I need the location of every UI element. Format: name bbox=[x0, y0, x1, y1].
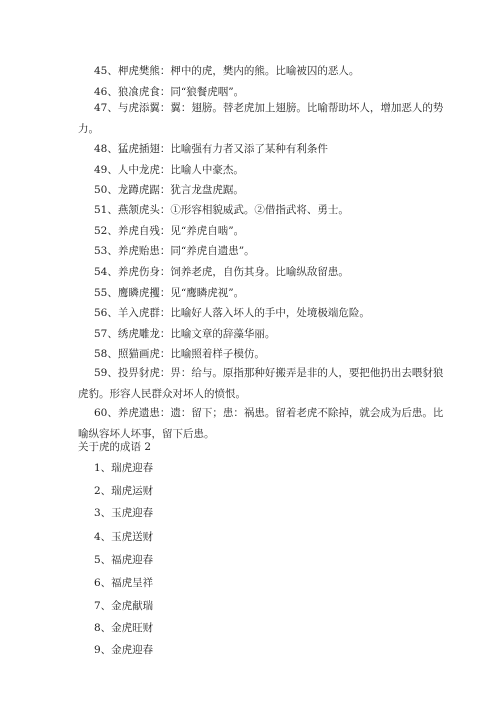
idiom-entry-46: 46、狼飡虎食：同“狼餐虎咽”。 bbox=[94, 86, 245, 98]
list-item-3: 3、玉虎迎春 bbox=[94, 507, 154, 519]
idiom-entry-60: 60、养虎遗患：遗：留下；患：祸患。留着老虎不除掉，就会成为后患。比喻纵容坏人坏事，留下后患。 bbox=[78, 407, 444, 440]
idiom-entry-57: 57、绣虎雕龙：比喻文章的辞藻华丽。 bbox=[94, 328, 276, 340]
idiom-entry-50: 50、龙蹲虎踞：犹言龙盘虎踞。 bbox=[94, 184, 244, 196]
idiom-entry-59: 59、投畀豺虎：畀：给与。原指那种好搬弄是非的人，要把他扔出去喂豺狼虎豹。形容人民群众对坏人的愤恨。 bbox=[78, 367, 444, 400]
list-item-8: 8、金虎旺财 bbox=[94, 622, 154, 634]
idiom-entry-47: 47、与虎添翼：翼：翅膀。替老虎加上翅膀。比喻帮助坏人，增加恶人的势力。 bbox=[78, 102, 444, 135]
idiom-entry-54: 54、养虎伤身：饲养老虎，自伤其身。比喻纵敌留患。 bbox=[94, 266, 349, 278]
idiom-entry-58: 58、照猫画虎：比喻照着样子模仿。 bbox=[94, 348, 265, 360]
list-item-7: 7、金虎献瑞 bbox=[94, 600, 154, 612]
idiom-entry-55: 55、鹰瞵虎攫：见“鹰瞵虎视”。 bbox=[94, 287, 245, 299]
idiom-entry-52: 52、养虎自残：见“养虎自啮”。 bbox=[94, 225, 245, 237]
list-item-5: 5、福虎迎春 bbox=[94, 554, 154, 566]
section-title: 关于虎的成语 2 bbox=[78, 441, 152, 453]
idiom-entry-45: 45、柙虎樊熊：柙中的虎，樊内的熊。比喻被囚的恶人。 bbox=[94, 65, 360, 77]
list-item-1: 1、瑞虎迎春 bbox=[94, 462, 154, 474]
idiom-entry-51: 51、燕颔虎头：①形容相貌威武。②借指武将、勇士。 bbox=[94, 204, 349, 216]
list-item-6: 6、福虎呈祥 bbox=[94, 577, 154, 589]
idiom-entry-48: 48、猛虎插翅：比喻强有力者又添了某种有利条件 bbox=[94, 143, 328, 155]
idiom-entry-56: 56、羊入虎群：比喻好人落入坏人的手中，处境极端危险。 bbox=[94, 307, 370, 319]
list-item-4: 4、玉虎送财 bbox=[94, 531, 154, 543]
list-item-2: 2、瑞虎运财 bbox=[94, 485, 154, 497]
list-item-9: 9、金虎迎春 bbox=[94, 644, 154, 656]
idiom-entry-49: 49、人中龙虎：比喻人中豪杰。 bbox=[94, 164, 244, 176]
idiom-entry-53: 53、养虎贻患：同“养虎自遗患”。 bbox=[94, 245, 255, 257]
